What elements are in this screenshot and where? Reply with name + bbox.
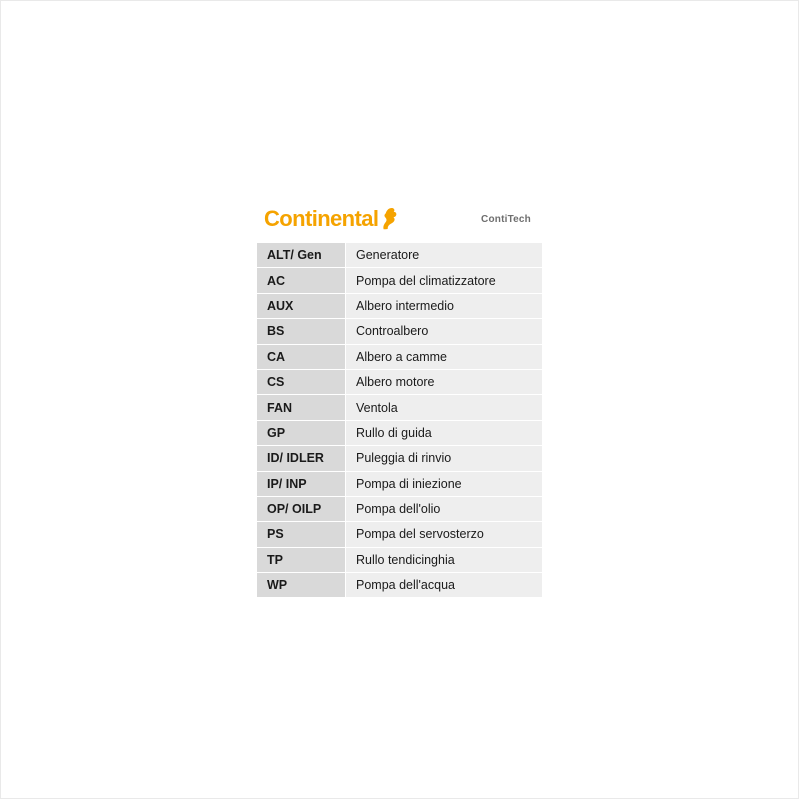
code-cell: FAN bbox=[257, 395, 346, 420]
code-cell: AUX bbox=[257, 293, 346, 318]
code-cell: CS bbox=[257, 369, 346, 394]
code-cell: TP bbox=[257, 547, 346, 572]
description-cell: Rullo di guida bbox=[346, 420, 543, 445]
table-row bbox=[257, 319, 543, 344]
table-row bbox=[257, 395, 543, 420]
table-row bbox=[257, 573, 543, 598]
description-cell: Pompa dell'olio bbox=[346, 496, 543, 521]
description-cell: Albero intermedio bbox=[346, 293, 543, 318]
continental-logo bbox=[264, 208, 399, 230]
abbreviation-legend-table bbox=[256, 242, 543, 598]
table-row bbox=[257, 243, 543, 268]
brand-wordmark: Continental bbox=[264, 206, 379, 231]
table-row bbox=[257, 547, 543, 572]
table-row bbox=[257, 496, 543, 521]
description-cell: Ventola bbox=[346, 395, 543, 420]
code-cell: CA bbox=[257, 344, 346, 369]
table-row bbox=[257, 446, 543, 471]
description-cell: Pompa del climatizzatore bbox=[346, 268, 543, 293]
table-row bbox=[257, 522, 543, 547]
description-cell: Pompa di iniezione bbox=[346, 471, 543, 496]
table-row bbox=[257, 293, 543, 318]
code-cell: ID/ IDLER bbox=[257, 446, 346, 471]
description-cell: Controalbero bbox=[346, 319, 543, 344]
code-cell: IP/ INP bbox=[257, 471, 346, 496]
contitech-label: ContiTech bbox=[481, 213, 531, 225]
brand-header bbox=[256, 196, 543, 242]
legend-table-body bbox=[257, 243, 543, 598]
continental-horse-icon bbox=[381, 208, 399, 230]
code-cell: AC bbox=[257, 268, 346, 293]
legend-card bbox=[256, 196, 543, 598]
table-row bbox=[257, 369, 543, 394]
table-row bbox=[257, 268, 543, 293]
description-cell: Generatore bbox=[346, 243, 543, 268]
description-cell: Rullo tendicinghia bbox=[346, 547, 543, 572]
code-cell: WP bbox=[257, 573, 346, 598]
description-cell: Albero a camme bbox=[346, 344, 543, 369]
table-row bbox=[257, 471, 543, 496]
description-cell: Puleggia di rinvio bbox=[346, 446, 543, 471]
description-cell: Albero motore bbox=[346, 369, 543, 394]
table-row bbox=[257, 420, 543, 445]
code-cell: OP/ OILP bbox=[257, 496, 346, 521]
code-cell: GP bbox=[257, 420, 346, 445]
table-row bbox=[257, 344, 543, 369]
code-cell: PS bbox=[257, 522, 346, 547]
description-cell: Pompa dell'acqua bbox=[346, 573, 543, 598]
description-cell: Pompa del servosterzo bbox=[346, 522, 543, 547]
code-cell: ALT/ Gen bbox=[257, 243, 346, 268]
code-cell: BS bbox=[257, 319, 346, 344]
